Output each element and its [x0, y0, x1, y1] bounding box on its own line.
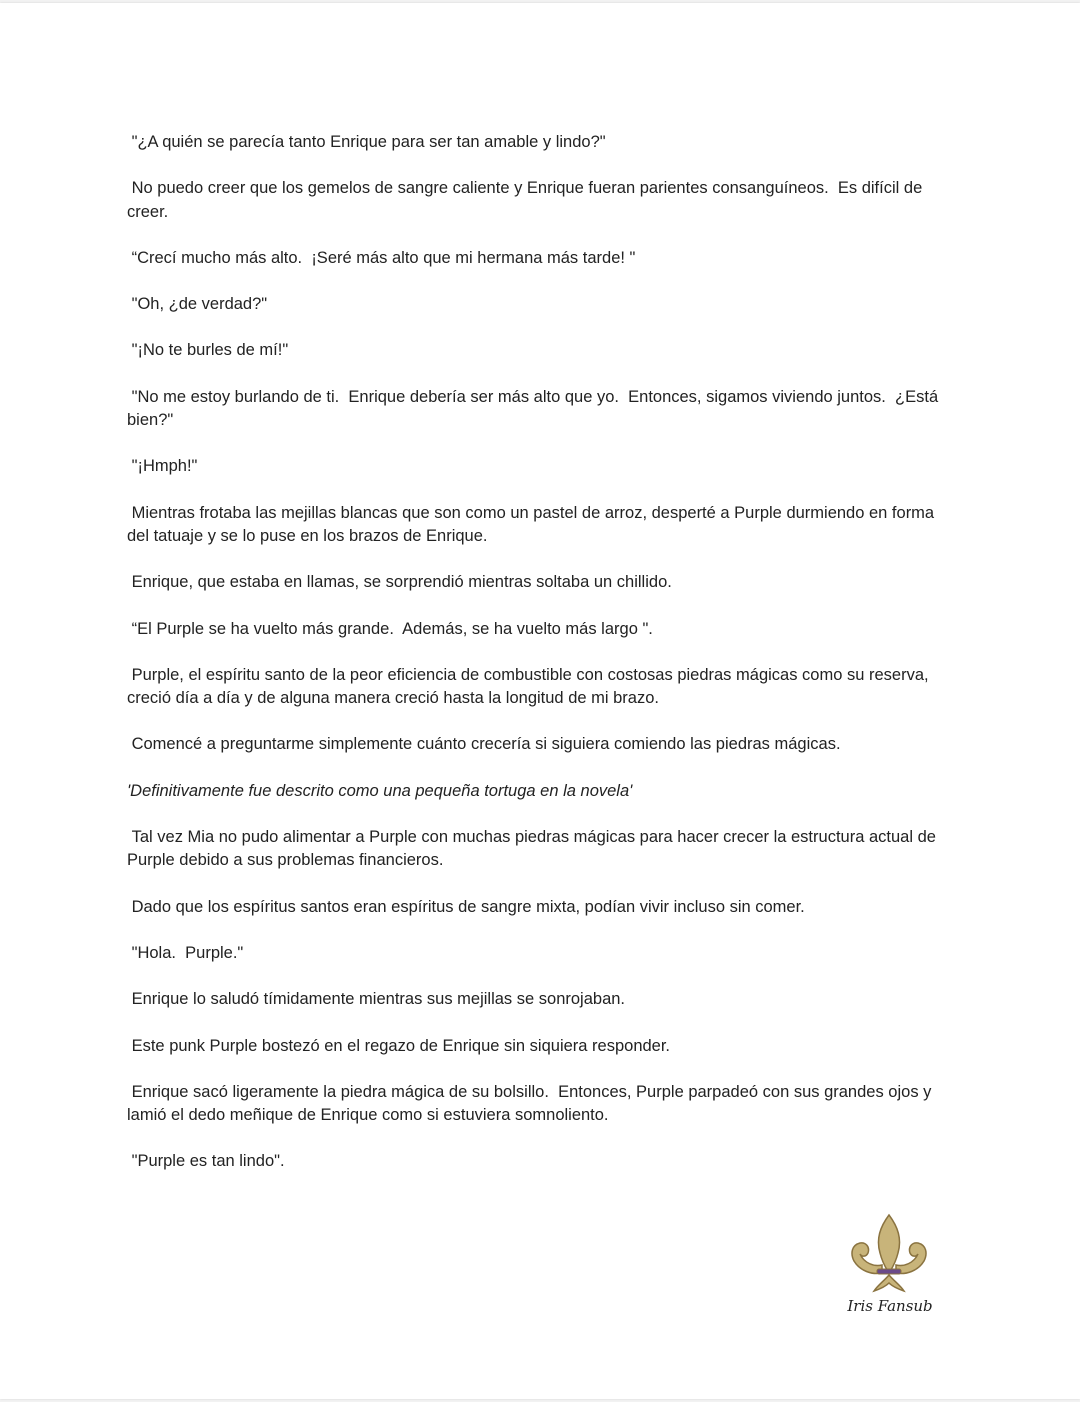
paragraph: "Oh, ¿de verdad?" [127, 295, 268, 314]
paragraph: Enrique, que estaba en llamas, se sorprendió mientras soltaba un chillido. [127, 573, 672, 592]
paragraph: “El Purple se ha vuelto más grande. Además, se ha vuelto más largo ". [127, 619, 653, 638]
fleur-de-lis-icon [844, 1213, 934, 1299]
paragraph: "¡No te burles de mí!" [127, 341, 289, 360]
paragraph: Mientras frotaba las mejillas blancas que son como un pastel de arroz, desperté a Purple durmiendo en forma del tatuaje y se lo puse en los brazos de Enrique. [127, 503, 939, 545]
paragraph: “Crecí mucho más alto. ¡Seré más alto que mi hermana más tarde! " [127, 248, 636, 267]
paragraph: No puedo creer que los gemelos de sangre caliente y Enrique fueran parientes consanguíneos. Es difícil de creer. [127, 179, 927, 221]
paragraph: "¡Hmph!" [127, 457, 198, 476]
document-body [127, 131, 947, 1197]
paragraph: Comencé a preguntarme simplemente cuánto crecería si siguiera comiendo las piedras mágicas. [127, 735, 841, 754]
paragraph: Purple, el espíritu santo de la peor eficiencia de combustible con costosas piedras mágicas como su reserva, creció día a día y de alguna manera creció hasta la longitud de mi brazo. [127, 665, 934, 708]
paragraph: Este punk Purple bostezó en el regazo de Enrique sin siquiera responder. [127, 1036, 671, 1055]
paragraph: Tal vez Mia no pudo alimentar a Purple con muchas piedras mágicas para hacer crecer la estructura actual de Purple debido a sus problemas financieros. [127, 828, 941, 870]
paragraph: "¿A quién se parecía tanto Enrique para ser tan amable y lindo?" [127, 133, 606, 151]
logo-text: Iris Fansub [847, 1297, 933, 1315]
paragraph: "No me estoy burlando de ti. Enrique debería ser más alto que yo. Entonces, sigamos viviendo juntos. ¿Está bien?" [127, 387, 943, 430]
watermark-logo [838, 1213, 942, 1325]
paragraph: Enrique sacó ligeramente la piedra mágica de su bolsillo. Entonces, Purple parpadeó con sus grandes ojos y lamió el dedo meñique de Enrique como si estuviera somnoliento. [127, 1082, 936, 1125]
paragraph: "Purple es tan lindo". [127, 1152, 285, 1171]
paragraph: "Hola. Purple." [127, 943, 244, 962]
paragraph: Dado que los espíritus santos eran espíritus de sangre mixta, podían vivir incluso sin comer. [127, 897, 805, 916]
paragraph: Enrique lo saludó tímidamente mientras sus mejillas se sonrojaban. [127, 990, 626, 1009]
paragraph: 'Definitivamente fue descrito como una pequeña tortuga en la novela' [127, 781, 633, 800]
document-page [0, 3, 1080, 1399]
